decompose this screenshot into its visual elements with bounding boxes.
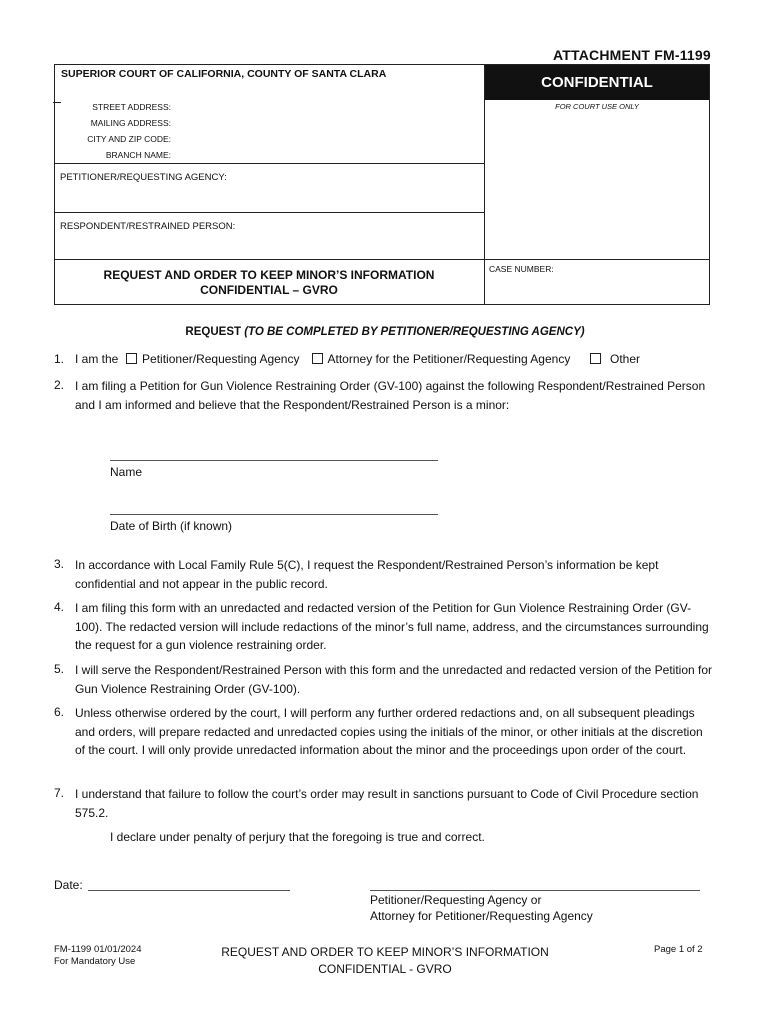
footer-title [190, 944, 580, 978]
footer-form-id [54, 944, 142, 968]
date-label: Date: [54, 878, 83, 892]
petitioner-option-label: Petitioner/Requesting Agency [142, 352, 300, 366]
other-checkbox[interactable] [590, 353, 601, 364]
item-number: 4. [54, 600, 65, 614]
request-heading-label: REQUEST [185, 326, 242, 338]
declaration-text: I declare under penalty of perjury that the foregoing is true and correct. [110, 830, 485, 844]
mandatory-use: For Mandatory Use [54, 956, 136, 967]
dob-label: Date of Birth (if known) [110, 519, 233, 533]
street-address-label: STREET ADDRESS: [92, 102, 171, 112]
court-name: SUPERIOR COURT OF CALIFORNIA, COUNTY OF SANTA CLARA [61, 68, 387, 80]
item-number: 1. [54, 352, 65, 366]
item-2-text: I am filing a Petition for Gun Violence Restraining Order (GV-100) against the following Respondent/Restrained Person and I am informed and believe that the Respondent/Restrained Person is a minor: [75, 379, 706, 412]
mailing-address-label: MAILING ADDRESS: [90, 118, 171, 128]
item-5-text: I will serve the Respondent/Restrained Person with this form and the unredacted and redacted version of the Petition for Gun Violence Restraining Order (GV-100). [75, 663, 713, 696]
request-heading-note: (TO BE COMPLETED BY PETITIONER/REQUESTING AGENCY) [244, 326, 585, 338]
petitioner-checkbox[interactable] [126, 353, 137, 364]
item-6-text: Unless otherwise ordered by the court, I will perform any further ordered redactions and, on all subsequent pleadings and orders, will prepare redacted and unredacted copies using the initials of the minor, or other initials at the discretion of the court. I will only provide unredacted information about the minor and the proceedings upon order of the court. [75, 706, 703, 757]
item-1-row [75, 352, 640, 366]
page-number: Page 1 of 2 [654, 944, 703, 955]
footer-title-line-2: CONFIDENTIAL - GVRO [318, 962, 452, 976]
attorney-option-label: Attorney for the Petitioner/Requesting Agency [327, 352, 571, 366]
item-number: 7. [54, 786, 65, 800]
signature-field[interactable] [370, 890, 700, 891]
item-number: 6. [54, 705, 65, 719]
court-use-label: FOR COURT USE ONLY [555, 102, 639, 111]
item-3-text: In accordance with Local Family Rule 5(C), I request the Respondent/Restrained Person’s information be kept confidential and not appear in the public record. [75, 558, 659, 591]
request-heading [0, 326, 770, 338]
form-title-line-1: REQUEST AND ORDER TO KEEP MINOR’S INFORMATION [103, 268, 435, 282]
attachment-label: ATTACHMENT FM-1199 [553, 47, 711, 63]
form-title [56, 268, 482, 298]
divider [54, 212, 484, 213]
city-zip-label: CITY AND ZIP CODE: [87, 134, 171, 144]
case-number-label: CASE NUMBER: [489, 264, 554, 274]
signer-line-1: Petitioner/Requesting Agency or [370, 893, 542, 907]
item-number: 3. [54, 557, 65, 571]
respondent-label: RESPONDENT/RESTRAINED PERSON: [60, 221, 236, 232]
item-1-lead: I am the [75, 352, 119, 366]
form-title-line-2: CONFIDENTIAL – GVRO [200, 283, 338, 297]
item-4-text: I am filing this form with an unredacted and redacted version of the Petition for Gun Violence Restraining Order (GV-100). The redacted version will include redactions of the minor’s full name, address, and the circumstances surrounding the request for a gun violence restraining order. [75, 601, 709, 652]
item-7-text: I understand that failure to follow the court’s order may result in sanctions pursuant to Code of Civil Procedure section 575.2. [75, 787, 699, 820]
dob-field[interactable] [110, 514, 438, 515]
item-number: 2. [54, 378, 65, 392]
other-option-label: Other [610, 352, 641, 366]
footer-title-line-1: REQUEST AND ORDER TO KEEP MINOR’S INFORMATION [221, 945, 549, 959]
divider [54, 163, 484, 164]
date-field[interactable] [88, 890, 290, 891]
name-field[interactable] [110, 460, 438, 461]
divider [54, 259, 710, 260]
item-number: 5. [54, 662, 65, 676]
signer-line-2: Attorney for Petitioner/Requesting Agency [370, 909, 593, 923]
form-id: FM-1199 01/01/2024 [54, 944, 142, 955]
attorney-checkbox[interactable] [312, 353, 323, 364]
branch-name-label: BRANCH NAME: [105, 150, 171, 160]
confidential-banner: CONFIDENTIAL [485, 65, 709, 100]
caption-divider [484, 64, 485, 305]
petitioner-label: PETITIONER/REQUESTING AGENCY: [60, 172, 227, 183]
name-label: Name [110, 465, 143, 479]
